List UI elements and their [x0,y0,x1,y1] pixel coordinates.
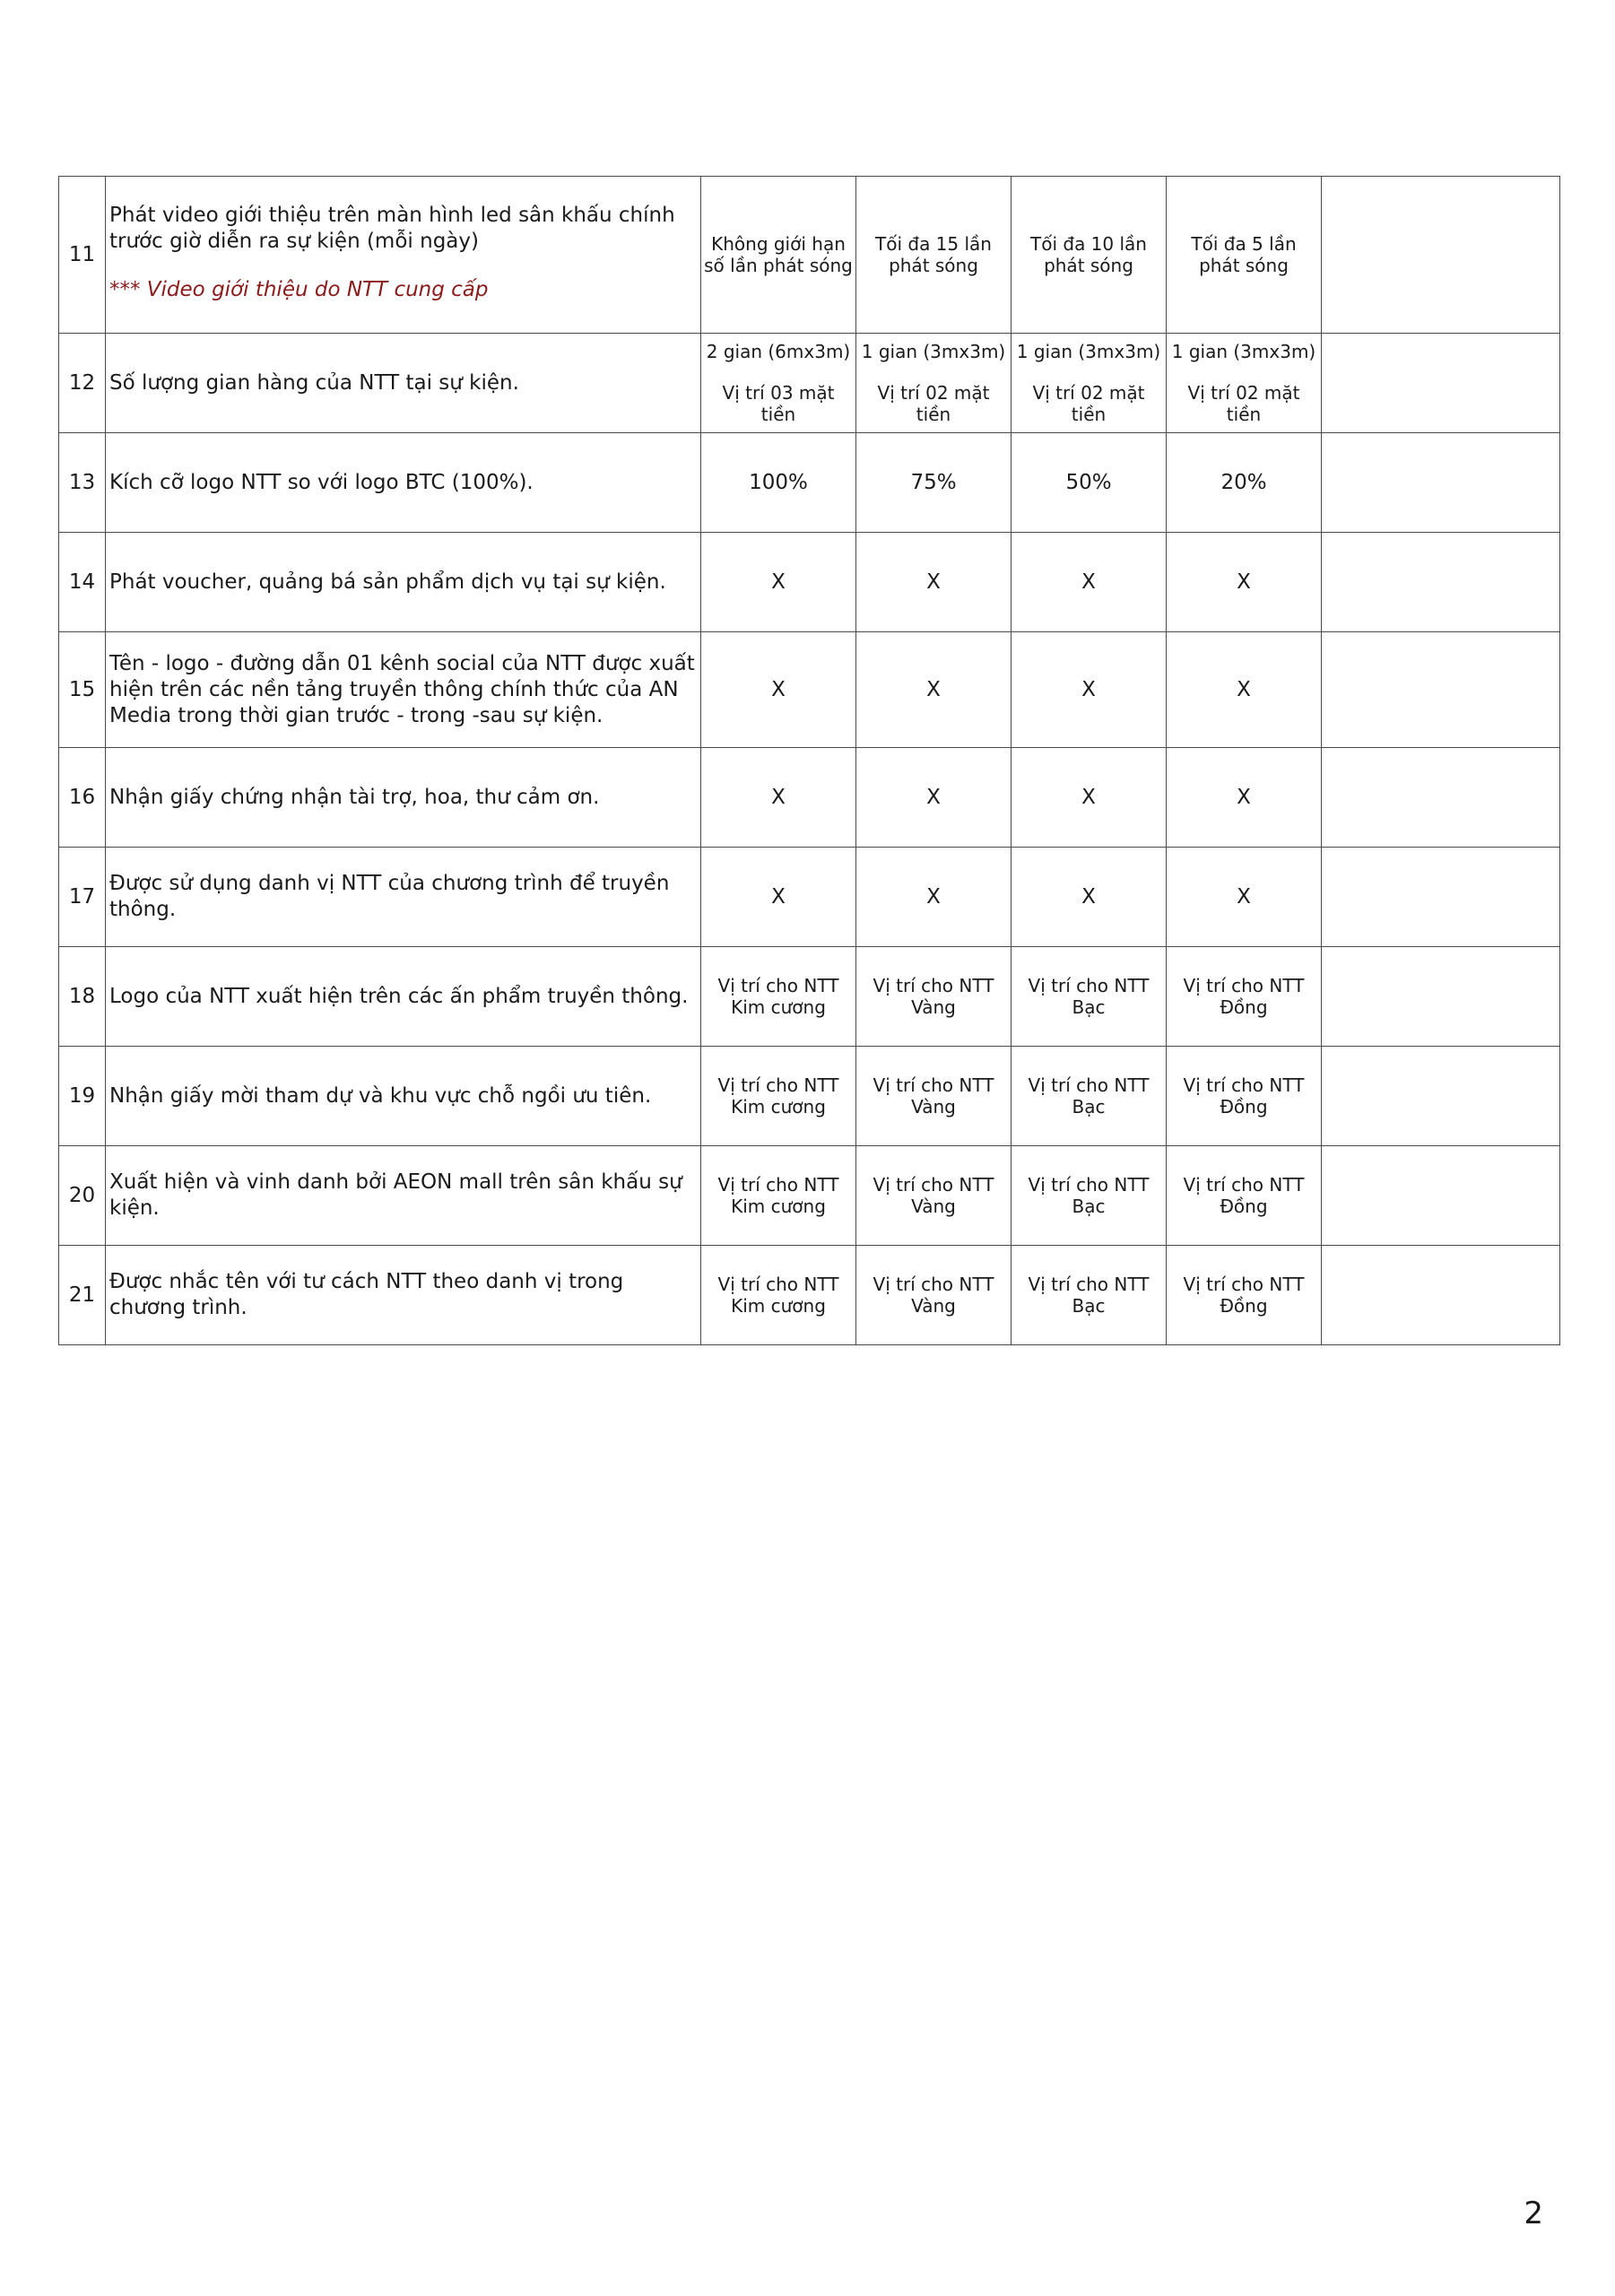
row-number: 21 [59,1246,106,1345]
table-row [59,748,1560,848]
tier-cell-vang: 75% [856,433,1012,533]
table-row [59,947,1560,1047]
tier-cell-vang: X [856,748,1012,848]
benefit-description: Được sử dụng danh vị NTT của chương trình để truyền thông. [106,848,701,947]
row-number: 15 [59,632,106,748]
table-row [59,433,1560,533]
empty-cell [1322,947,1560,1047]
empty-cell [1322,334,1560,433]
table-row [59,1246,1560,1345]
table-row [59,1146,1560,1246]
tier-cell-dong [1167,334,1322,433]
tier-cell-vang [856,334,1012,433]
booth-position: Vị trí 03 mặt tiền [722,382,835,425]
benefit-note: *** Video giới thiệu do NTT cung cấp [109,278,489,301]
sponsorship-benefits-table [58,176,1560,1345]
tier-cell-kim-cuong: 100% [701,433,856,533]
tier-cell-dong: Vị trí cho NTT Đồng [1167,1047,1322,1146]
booth-position: Vị trí 02 mặt tiền [877,382,990,425]
tier-cell-kim-cuong: Vị trí cho NTT Kim cương [701,1047,856,1146]
row-number: 12 [59,334,106,433]
tier-cell-dong: Vị trí cho NTT Đồng [1167,1246,1322,1345]
tier-cell-dong: Tối đa 5 lần phát sóng [1167,177,1322,334]
tier-cell-kim-cuong [701,334,856,433]
tier-cell-dong: Vị trí cho NTT Đồng [1167,1146,1322,1246]
tier-cell-bac: Vị trí cho NTT Bạc [1012,947,1167,1047]
row-number: 19 [59,1047,106,1146]
tier-cell-kim-cuong: X [701,748,856,848]
tier-cell-bac: X [1012,848,1167,947]
table-row [59,334,1560,433]
benefit-description: Phát voucher, quảng bá sản phẩm dịch vụ tại sự kiện. [106,533,701,632]
empty-cell [1322,632,1560,748]
tier-cell-vang: X [856,632,1012,748]
row-number: 16 [59,748,106,848]
tier-cell-bac: 50% [1012,433,1167,533]
tier-cell-vang: Vị trí cho NTT Vàng [856,1047,1012,1146]
tier-cell-dong: X [1167,748,1322,848]
empty-cell [1322,848,1560,947]
benefit-description [106,177,701,334]
tier-cell-bac: X [1012,632,1167,748]
page-number: 2 [1524,2196,1543,2231]
tier-cell-bac [1012,334,1167,433]
booth-size: 1 gian (3mx3m) [861,341,1006,362]
tier-cell-vang: X [856,848,1012,947]
tier-cell-bac: Vị trí cho NTT Bạc [1012,1246,1167,1345]
booth-position: Vị trí 02 mặt tiền [1187,382,1300,425]
tier-cell-dong: X [1167,632,1322,748]
tier-cell-kim-cuong: Vị trí cho NTT Kim cương [701,947,856,1047]
tier-cell-bac: Vị trí cho NTT Bạc [1012,1047,1167,1146]
row-number: 14 [59,533,106,632]
benefit-description: Được nhắc tên với tư cách NTT theo danh vị trong chương trình. [106,1246,701,1345]
empty-cell [1322,177,1560,334]
tier-cell-vang: X [856,533,1012,632]
benefit-description: Xuất hiện và vinh danh bởi AEON mall trên sân khấu sự kiện. [106,1146,701,1246]
tier-cell-bac: X [1012,533,1167,632]
tier-cell-dong: Vị trí cho NTT Đồng [1167,947,1322,1047]
benefit-description: Nhận giấy chứng nhận tài trợ, hoa, thư cảm ơn. [106,748,701,848]
tier-cell-kim-cuong: X [701,632,856,748]
tier-cell-kim-cuong: Vị trí cho NTT Kim cương [701,1146,856,1246]
row-number: 17 [59,848,106,947]
row-number: 11 [59,177,106,334]
benefit-description: Tên - logo - đường dẫn 01 kênh social của NTT được xuất hiện trên các nền tảng truyền thông chính thức của AN Media trong thời gian trước - trong -sau sự kiện. [106,632,701,748]
tier-cell-vang: Tối đa 15 lần phát sóng [856,177,1012,334]
row-number: 13 [59,433,106,533]
empty-cell [1322,748,1560,848]
tier-cell-kim-cuong: Vị trí cho NTT Kim cương [701,1246,856,1345]
benefit-description: Kích cỡ logo NTT so với logo BTC (100%). [106,433,701,533]
tier-cell-vang: Vị trí cho NTT Vàng [856,1246,1012,1345]
empty-cell [1322,1246,1560,1345]
empty-cell [1322,533,1560,632]
booth-position: Vị trí 02 mặt tiền [1032,382,1145,425]
tier-cell-dong: X [1167,848,1322,947]
row-number: 18 [59,947,106,1047]
benefit-description: Nhận giấy mời tham dự và khu vực chỗ ngồi ưu tiên. [106,1047,701,1146]
benefit-description: Logo của NTT xuất hiện trên các ấn phẩm truyền thông. [106,947,701,1047]
tier-cell-dong: 20% [1167,433,1322,533]
table-row [59,848,1560,947]
tier-cell-bac: Vị trí cho NTT Bạc [1012,1146,1167,1246]
empty-cell [1322,1146,1560,1246]
tier-cell-vang: Vị trí cho NTT Vàng [856,947,1012,1047]
tier-cell-kim-cuong: Không giới hạn số lần phát sóng [701,177,856,334]
tier-cell-dong: X [1167,533,1322,632]
benefit-text: Phát video giới thiệu trên màn hình led sân khấu chính trước giờ diễn ra sự kiện (mỗi ngày) [109,204,675,253]
row-number: 20 [59,1146,106,1246]
booth-size: 2 gian (6mx3m) [706,341,851,362]
tier-cell-bac: X [1012,748,1167,848]
table-row [59,1047,1560,1146]
tier-cell-kim-cuong: X [701,533,856,632]
tier-cell-vang: Vị trí cho NTT Vàng [856,1146,1012,1246]
empty-cell [1322,433,1560,533]
booth-size: 1 gian (3mx3m) [1171,341,1316,362]
tier-cell-bac: Tối đa 10 lần phát sóng [1012,177,1167,334]
table-row [59,533,1560,632]
benefit-description: Số lượng gian hàng của NTT tại sự kiện. [106,334,701,433]
booth-size: 1 gian (3mx3m) [1016,341,1161,362]
tier-cell-kim-cuong: X [701,848,856,947]
table-row [59,177,1560,334]
table-row [59,632,1560,748]
empty-cell [1322,1047,1560,1146]
